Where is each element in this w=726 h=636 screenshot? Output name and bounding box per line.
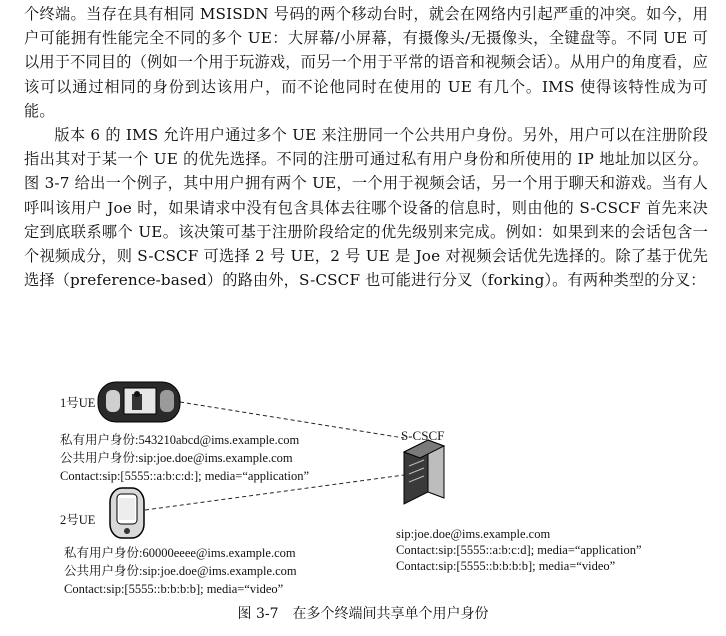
figure-graphics: [0, 380, 726, 636]
paragraph-2: 版本 6 的 IMS 允许用户通过多个 UE 来注册同一个公共用户身份。另外，用户可以在注册阶段指出其对于某一个 UE 的优先选择。不同的注册可通过私有用户身份和所使用的 IP 地址加以区分。图 3-7 给出一个例子，其中用户拥有两个 UE，一个用于视频会话，另一个用于聊天和游戏。当有人呼叫该用户 Joe 时，如果请求中没有包含具体去往哪个设备的信息时，则由他的 S-CSCF 首先来决定到底联系哪个 UE。该决策可基于注册阶段给定的优先级别来完成。例如：如果到来的会话包含一个视频成分，则 S-CSCF 可选择 2 号 UE，2 号 UE 是 Joe 对视频会话优先选择的。除了基于优先选择（preference-based）的路由外，S-CSCF 也可能进行分叉（forking）。有两种类型的分叉：: [24, 126, 708, 290]
ue1-public-id: 公共用户身份:sip:joe.doe@ims.example.com: [60, 451, 293, 465]
figure-caption: 图 3-7 在多个终端间共享单个用户身份: [237, 606, 489, 622]
scscf-contact-2: Contact:sip:[5555::b:b:b:b]; media=“video”: [396, 559, 616, 573]
ue2-private-id: 私有用户身份:60000eeee@ims.example.com: [64, 546, 296, 560]
scscf-label: S-CSCF: [401, 428, 445, 443]
body-text: [24, 2, 708, 292]
ue2-label: 2号UE: [60, 513, 96, 527]
ue1-label: 1号UE: [60, 396, 96, 410]
ue2-device-icon: [110, 488, 144, 538]
scscf-server-icon: [404, 440, 444, 504]
ue1-device-icon: [98, 382, 180, 422]
ue2-contact: Contact:sip:[5555::b:b:b:b]; media=“video”: [64, 582, 284, 596]
scscf-contact-1: Contact:sip:[5555::a:b:c:d]; media=“application”: [396, 543, 642, 557]
ue2-public-id: 公共用户身份:sip:joe.doe@ims.example.com: [64, 564, 297, 578]
scscf-uri: sip:joe.doe@ims.example.com: [396, 527, 551, 541]
paragraph-1: 个终端。当存在具有相同 MSISDN 号码的两个移动台时，就会在网络内引起严重的冲突。如今，用户可能拥有性能完全不同的多个 UE：大屏幕/小屏幕，有摄像头/无摄像头，全键盘等。不同 UE 可以用于不同目的（例如一个用于玩游戏，而另一个用于平常的语音和视频会话）。从用户的角度看，应该可以通过相同的身份到达该用户，而不论他同时在使用的 UE 有几个。IMS 使得该特性成为可能。: [24, 5, 708, 120]
ue1-contact: Contact:sip:[5555::a:b:c:d:]; media=“application”: [60, 469, 309, 483]
figure-3-7: [0, 380, 726, 636]
ue1-private-id: 私有用户身份:543210abcd@ims.example.com: [60, 433, 300, 447]
